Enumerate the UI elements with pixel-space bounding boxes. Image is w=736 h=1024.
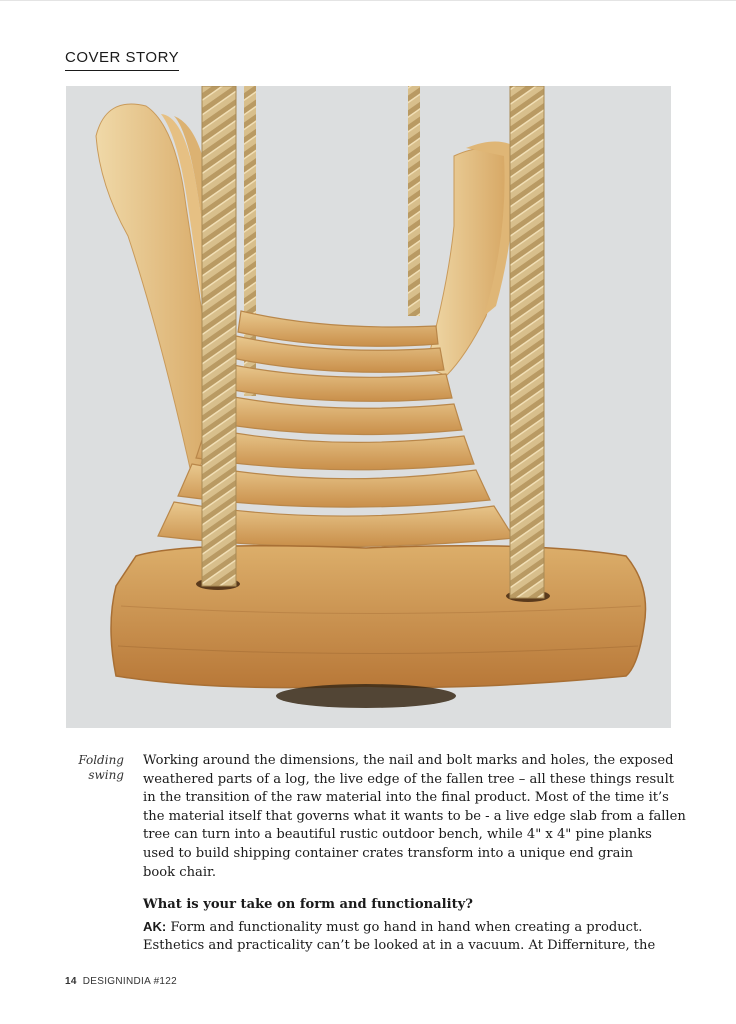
text-line: Working around the dimensions, the nail and bolt marks and holes, the exposed — [143, 753, 674, 768]
text-line: weathered parts of a log, the live edge of the fallen tree – all these things result — [143, 771, 675, 787]
paragraph-1 — [143, 752, 686, 882]
page-number: 14 — [65, 976, 77, 987]
swing-photo — [66, 86, 671, 728]
caption-line-1: Folding — [78, 753, 124, 767]
publication-name: DESIGNINDIA #122 — [82, 976, 178, 987]
section-label: COVER STORY — [65, 49, 179, 71]
interview-question: What is your take on form and functionality? — [143, 897, 473, 913]
page-footer — [65, 976, 177, 987]
text-line: used to build shipping container crates transform into a unique end grain — [143, 845, 634, 861]
answer-line-2: Esthetics and practicality can’t be looked at in a vacuum. At Differniture, the — [143, 938, 656, 954]
photo-caption — [66, 753, 124, 783]
article-body — [143, 752, 686, 956]
swing-photo-icon — [66, 86, 671, 728]
caption-line-2: swing — [88, 768, 124, 782]
text-line: tree can turn into a beautiful rustic outdoor bench, while 4" x 4" pine planks — [143, 827, 652, 843]
answer-initials: AK: — [143, 918, 167, 934]
answer-paragraph — [143, 918, 673, 956]
text-line: the material itself that governs what it wants to be - a live edge slab from a fallen — [143, 808, 686, 824]
text-line: in the transition of the raw material into the final product. Most of the time it’s — [143, 790, 669, 806]
answer-text-1: Form and functionality must go hand in hand when creating a product. — [170, 919, 643, 935]
text-line: book chair. — [143, 864, 216, 880]
page-top-rule — [0, 0, 736, 1]
answer-line-1 — [143, 918, 673, 938]
